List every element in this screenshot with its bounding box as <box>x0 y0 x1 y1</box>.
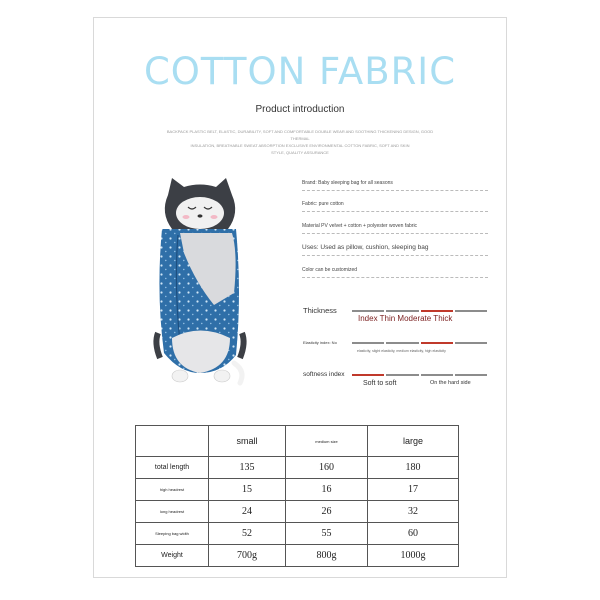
table-row <box>136 523 459 545</box>
row-label: long headrest <box>136 501 209 523</box>
table-cell: 17 <box>368 479 459 501</box>
blurb-line: BACKPACK PLASTIC BELT, ELASTIC, DURABILITY, SOFT AND COMFORTABLE DOUBLE WEAR AND SOOTHING THICKENING DESIGN, GOOD THERMAL <box>166 129 434 141</box>
thickness-label: Thickness <box>303 306 337 315</box>
table-cell: 180 <box>368 457 459 479</box>
table-header-row <box>136 426 459 457</box>
meter-segment <box>455 374 487 376</box>
softness-label: softness index <box>303 371 345 378</box>
table-header-cell <box>136 426 209 457</box>
table-cell: 32 <box>368 501 459 523</box>
row-label: high headrest <box>136 479 209 501</box>
elasticity-scale: elasticity, slight elasticity, medium elasticity, high elasticity <box>357 349 446 353</box>
table-cell: 16 <box>286 479 368 501</box>
meter-segment <box>352 342 384 344</box>
thickness-scale: Index Thin Moderate Thick <box>358 314 453 323</box>
table-cell: 135 <box>209 457 286 479</box>
meter-segment <box>455 342 487 344</box>
meter-segment <box>352 374 384 376</box>
row-label: Weight <box>136 545 209 567</box>
table-cell: 15 <box>209 479 286 501</box>
table-header-cell: large <box>368 426 459 457</box>
info-brand: Brand: Baby sleeping bag for all seasons <box>302 180 488 191</box>
row-label: total length <box>136 457 209 479</box>
elasticity-label: Elasticity index: No <box>303 340 337 345</box>
meter-segment <box>352 310 384 312</box>
table-header-cell: medium size <box>286 426 368 457</box>
meter-segment <box>421 374 453 376</box>
row-label: Sleeping bag width <box>136 523 209 545</box>
page-title: COTTON FABRIC <box>143 50 457 93</box>
blurb-line: INSULATION, BREATHABLE SWEAT ABSORPTION EXCLUSIVE ENVIRONMENTAL COTTON FABRIC, SOFT AND SKIN <box>190 143 410 148</box>
meter-segment <box>421 310 453 312</box>
table-cell: 700g <box>209 545 286 567</box>
info-color: Color can be customized <box>302 267 488 278</box>
meter-segment <box>421 342 453 344</box>
table-cell: 60 <box>368 523 459 545</box>
product-blurb <box>160 128 440 156</box>
info-uses: Uses: Used as pillow, cushion, sleeping bag <box>302 244 488 256</box>
size-table <box>135 425 459 567</box>
meter-segment <box>386 310 418 312</box>
table-header-cell: small <box>209 426 286 457</box>
table-cell: 55 <box>286 523 368 545</box>
blurb-line: STYLE, QUALITY ASSURANCE <box>271 150 329 155</box>
table-cell: 24 <box>209 501 286 523</box>
table-row <box>136 501 459 523</box>
table-cell: 1000g <box>368 545 459 567</box>
sleeping-bag-image <box>150 173 250 388</box>
meter-segment <box>455 310 487 312</box>
meter-segment <box>386 374 418 376</box>
table-cell: 800g <box>286 545 368 567</box>
table-cell: 52 <box>209 523 286 545</box>
info-material: Material PV velvet + cotton + polyester woven fabric <box>302 223 488 234</box>
table-row <box>136 457 459 479</box>
page-subtitle: Product introduction <box>255 104 345 115</box>
table-cell: 160 <box>286 457 368 479</box>
softness-hard: On the hard side <box>430 380 471 386</box>
info-fabric: Fabric: pure cotton <box>302 201 488 212</box>
meter-segment <box>386 342 418 344</box>
softness-soft: Soft to soft <box>363 380 397 387</box>
table-row <box>136 545 459 567</box>
table-cell: 26 <box>286 501 368 523</box>
table-row <box>136 479 459 501</box>
